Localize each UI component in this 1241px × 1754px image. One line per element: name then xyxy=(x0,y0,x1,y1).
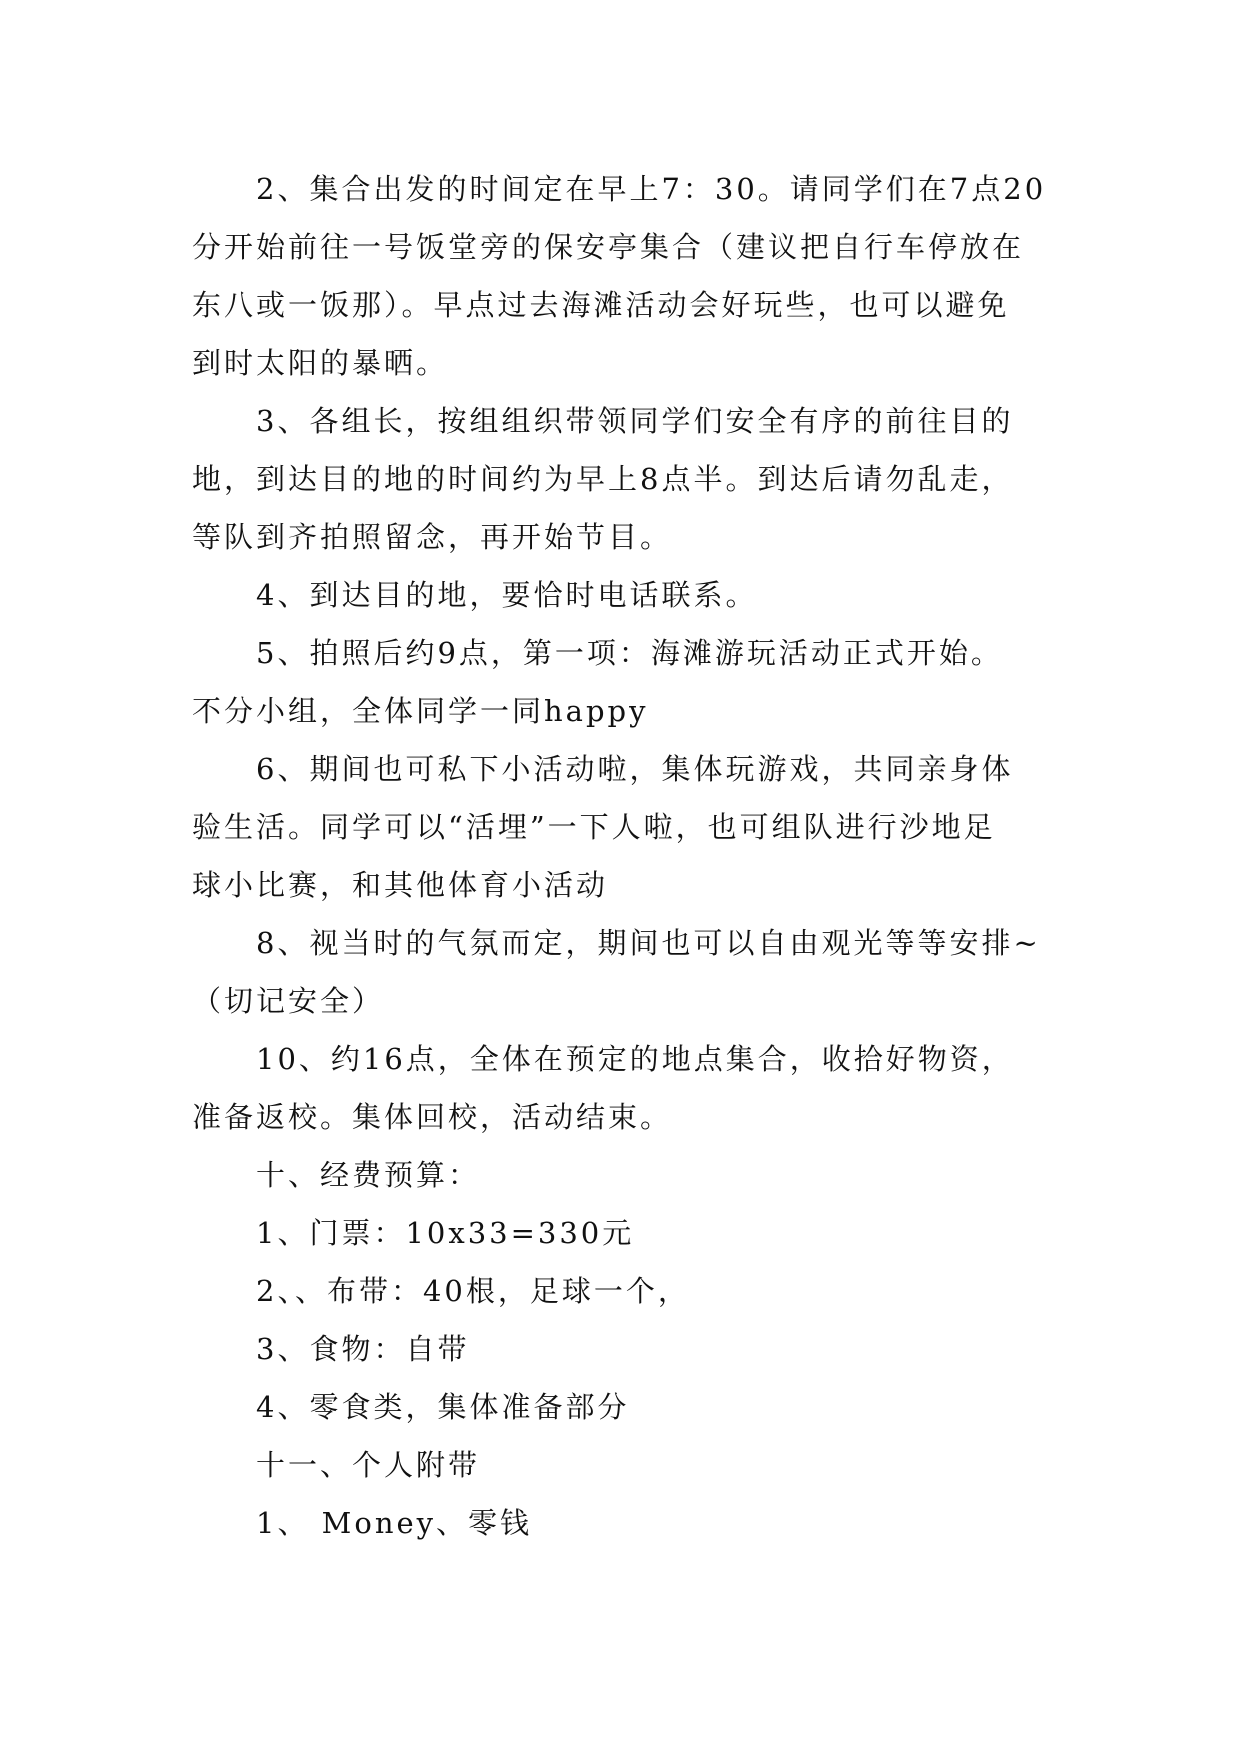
text-line: 10、约16点，全体在预定的地点集合，收拾好物资， xyxy=(256,1042,1014,1076)
paragraph xyxy=(192,160,1052,392)
paragraph xyxy=(192,1378,1052,1436)
text-line: 十一、个人附带 xyxy=(256,1448,481,1482)
paragraph xyxy=(192,624,1052,740)
text-line: 东八或一饭那）。早点过去海滩活动会好玩些，也可以避免 xyxy=(192,288,1010,322)
text-line: 5、拍照后约9点，第一项：海滩游玩活动正式开始。 xyxy=(256,636,1003,670)
text-line: 1、 Money、零钱 xyxy=(256,1506,533,1540)
paragraph xyxy=(192,1436,1052,1494)
text-line: 到时太阳的暴晒。 xyxy=(192,346,449,380)
text-line: 分开始前往一号饭堂旁的保安亭集合（建议把自行车停放在 xyxy=(192,230,1025,264)
text-line: 8、视当时的气氛而定，期间也可以自由观光等等安排~ xyxy=(256,926,1041,960)
paragraph xyxy=(192,1320,1052,1378)
text-line: 3、各组长，按组组织带领同学们安全有序的前往目的 xyxy=(256,404,1014,438)
paragraph xyxy=(192,914,1052,1030)
text-line: 地，到达目的地的时间约为早上8点半。到达后请勿乱走， xyxy=(192,462,1014,496)
paragraph xyxy=(192,740,1052,914)
text-line: 6、期间也可私下小活动啦，集体玩游戏，共同亲身体 xyxy=(256,752,1014,786)
text-line: 1、门票：10x33=330元 xyxy=(256,1216,635,1250)
document-body xyxy=(192,160,1052,1552)
text-line: 不分小组，全体同学一同happy xyxy=(192,694,649,728)
text-line: 十、经费预算： xyxy=(256,1158,481,1192)
text-line: 4、到达目的地，要恰时电话联系。 xyxy=(256,578,758,612)
text-line: （切记安全） xyxy=(192,984,385,1018)
text-line: 验生活。同学可以“活埋”一下人啦，也可组队进行沙地足 xyxy=(192,810,996,844)
text-line: 3、食物：自带 xyxy=(256,1332,470,1366)
paragraph xyxy=(192,1030,1052,1146)
paragraph xyxy=(192,1146,1052,1204)
text-line: 等队到齐拍照留念，再开始节目。 xyxy=(192,520,673,554)
paragraph xyxy=(192,566,1052,624)
text-line: 球小比赛，和其他体育小活动 xyxy=(192,868,609,902)
text-line: 4、零食类，集体准备部分 xyxy=(256,1390,630,1424)
paragraph xyxy=(192,1204,1052,1262)
text-line: 2、集合出发的时间定在早上7：30。请同学们在7点20 xyxy=(256,172,1047,206)
text-line: 准备返校。集体回校，活动结束。 xyxy=(192,1100,673,1134)
paragraph xyxy=(192,1494,1052,1552)
text-line: 2、、布带：40根，足球一个， xyxy=(256,1274,690,1308)
paragraph xyxy=(192,1262,1052,1320)
paragraph xyxy=(192,392,1052,566)
